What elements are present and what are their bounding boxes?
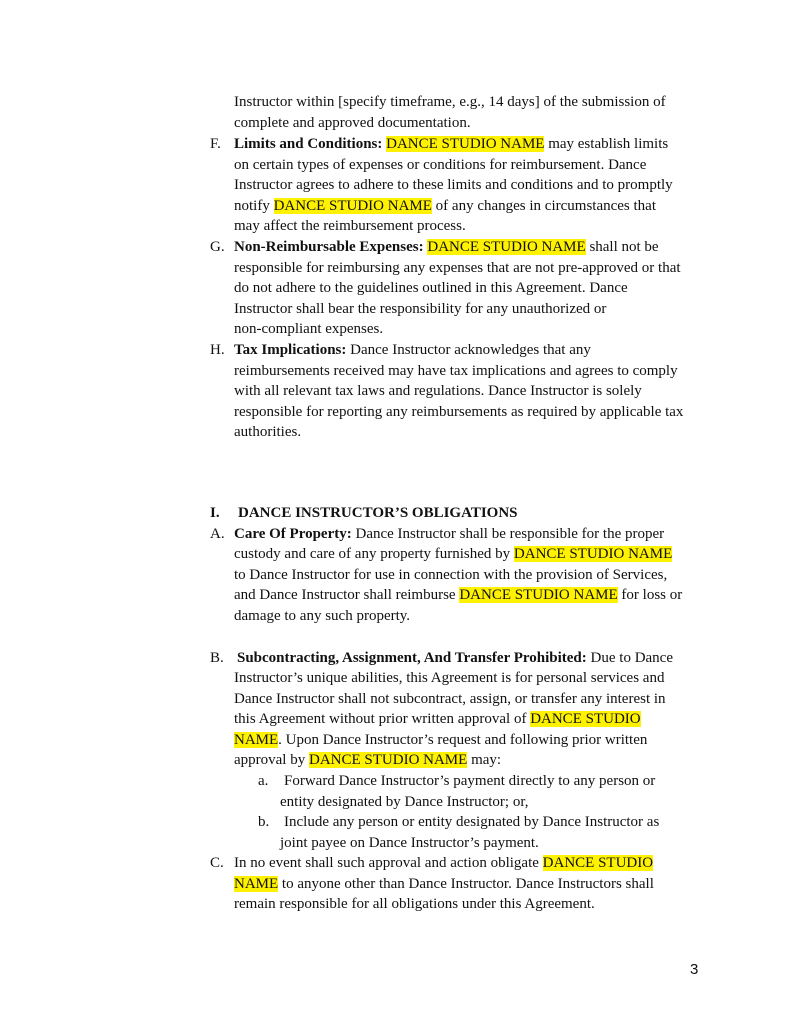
item-g-line-3: do not adhere to the guidelines outlined in this Agreement. Dance <box>234 280 628 296</box>
item-b-line-4: this Agreement without prior written approval of DANCE STUDIO <box>234 711 641 727</box>
item-h-line-2: reimbursements received may have tax implications and agrees to comply <box>234 363 678 379</box>
item-g-heading: Non-Reimbursable Expenses: <box>234 239 424 255</box>
sub-item-b-marker: b. <box>258 814 270 830</box>
studio-name-highlight: DANCE STUDIO NAME <box>513 546 673 562</box>
item-f-line-2: on certain types of expenses or conditions for reimbursement. Dance <box>234 157 647 173</box>
item-c-line-1: In no event shall such approval and action obligate DANCE STUDIO <box>234 855 654 871</box>
item-g-line-4: Instructor shall bear the responsibility for any unauthorized or <box>234 301 607 317</box>
studio-name-highlight: DANCE STUDIO NAME <box>273 198 432 214</box>
studio-name-highlight: DANCE STUDIO NAME <box>386 136 545 152</box>
studio-name-highlight: DANCE STUDIO NAME <box>308 752 468 768</box>
sub-item-a-line-1: Forward Dance Instructor’s payment directly to any person or <box>284 773 656 789</box>
studio-name-highlight: NAME <box>234 876 279 892</box>
item-h-line-3: with all relevant tax laws and regulations. Dance Instructor is solely <box>234 383 642 399</box>
item-h-heading: Tax Implications: <box>234 342 347 358</box>
item-a-line-1: Care Of Property: Dance Instructor shall be responsible for the proper <box>234 526 665 542</box>
item-a-marker: A. <box>210 526 225 542</box>
sub-item-a-marker: a. <box>258 773 269 789</box>
item-b-line-5: NAME. Upon Dance Instructor’s request and following prior written <box>234 732 648 748</box>
item-g-line-1: Non-Reimbursable Expenses: DANCE STUDIO NAME shall not be <box>234 239 659 255</box>
item-g-line-5: non-compliant expenses. <box>234 321 384 337</box>
item-a-heading: Care Of Property: <box>234 526 352 542</box>
item-f-heading: Limits and Conditions: <box>234 136 383 152</box>
item-b-line-1: Subcontracting, Assignment, And Transfer Prohibited: Due to Dance <box>237 650 673 666</box>
item-b-heading: Subcontracting, Assignment, And Transfer Prohibited: <box>237 650 587 666</box>
item-c-line-2: NAME to anyone other than Dance Instructor. Dance Instructors shall <box>234 876 654 892</box>
studio-name-highlight: DANCE STUDIO NAME <box>427 239 586 255</box>
item-g-line-2: responsible for reimbursing any expenses that are not pre-approved or that <box>234 260 681 276</box>
item-a-line-4: and Dance Instructor shall reimburse DANCE STUDIO NAME for loss or <box>234 587 683 603</box>
item-b-marker: B. <box>210 650 224 666</box>
intro-line-2: complete and approved documentation. <box>234 115 471 131</box>
item-c-marker: C. <box>210 855 224 871</box>
item-f-line-5: may affect the reimbursement process. <box>234 218 466 234</box>
intro-line-1: Instructor within [specify timeframe, e.g., 14 days] of the submission of <box>234 94 666 110</box>
item-f-line-1: Limits and Conditions: DANCE STUDIO NAME may establish limits <box>234 136 669 152</box>
sub-item-a-line-2: entity designated by Dance Instructor; or, <box>280 794 529 810</box>
item-h-marker: H. <box>210 342 225 358</box>
sub-item-b-line-1: Include any person or entity designated by Dance Instructor as <box>284 814 660 830</box>
item-g-marker: G. <box>210 239 225 255</box>
item-h-line-1: Tax Implications: Dance Instructor acknowledges that any <box>234 342 591 358</box>
item-b-line-2: Instructor’s unique abilities, this Agreement is for personal services and <box>234 670 665 686</box>
item-a-line-5: damage to any such property. <box>234 608 411 624</box>
item-a-line-3: to Dance Instructor for use in connection with the provision of Services, <box>234 567 668 583</box>
studio-name-highlight: NAME <box>234 732 279 748</box>
studio-name-highlight: DANCE STUDIO <box>542 855 654 871</box>
studio-name-highlight: DANCE STUDIO <box>530 711 641 727</box>
sub-item-b-line-2: joint payee on Dance Instructor’s payment. <box>280 835 539 851</box>
section-title: DANCE INSTRUCTOR’S OBLIGATIONS <box>238 505 518 521</box>
item-f-line-4: notify DANCE STUDIO NAME of any changes in circumstances that <box>234 198 657 214</box>
item-h-line-5: authorities. <box>234 424 302 440</box>
page-number: 3 <box>690 961 699 978</box>
section-marker: I. <box>210 505 220 521</box>
item-f-marker: F. <box>210 136 221 152</box>
item-c-line-3: remain responsible for all obligations under this Agreement. <box>234 896 595 912</box>
item-a-line-2: custody and care of any property furnished by DANCE STUDIO NAME <box>234 546 673 562</box>
item-b-line-6: approval by DANCE STUDIO NAME may: <box>234 752 502 768</box>
item-b-line-3: Dance Instructor shall not subcontract, assign, or transfer any interest in <box>234 691 666 707</box>
studio-name-highlight: DANCE STUDIO NAME <box>459 587 618 603</box>
item-h-line-4: responsible for reporting any reimbursements as required by applicable tax <box>234 404 684 420</box>
item-f-line-3: Instructor agrees to adhere to these limits and conditions and to promptly <box>234 177 673 193</box>
